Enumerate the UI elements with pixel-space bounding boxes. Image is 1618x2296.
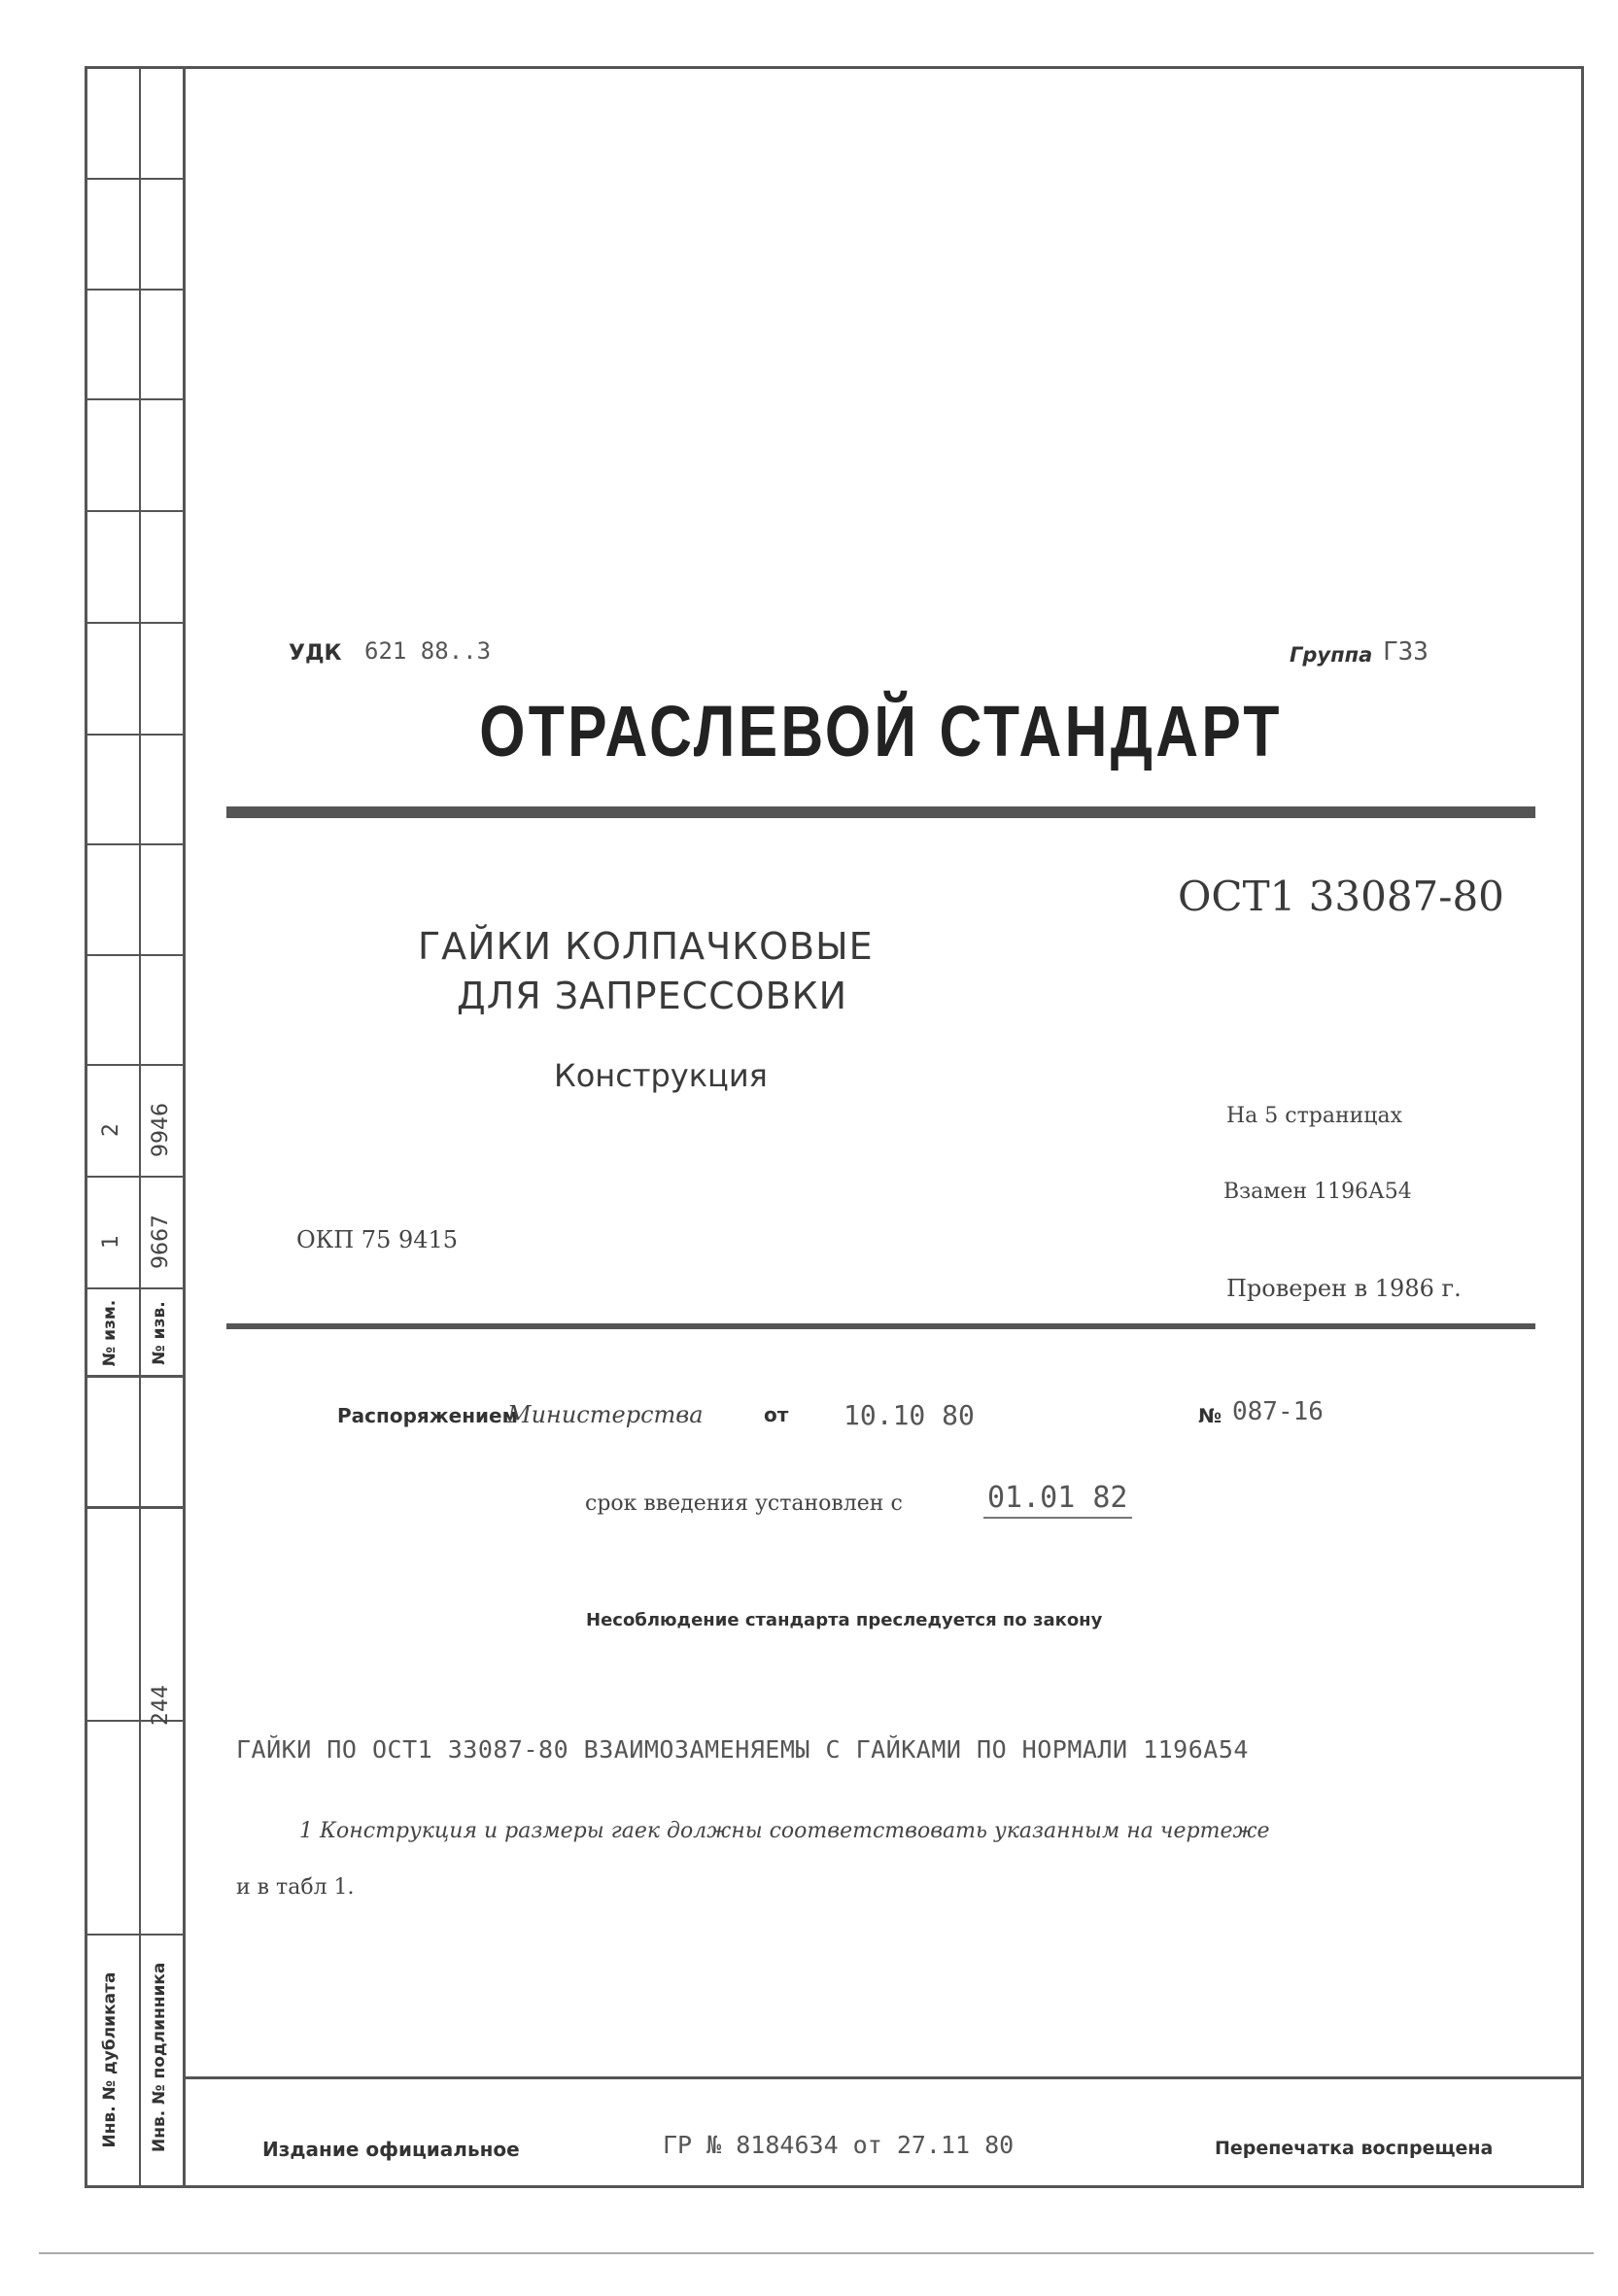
sidebar-notice-label: № изв. — [150, 1301, 169, 1365]
order-label: Распоряжением — [337, 1404, 518, 1427]
footer-reprint: Перепечатка воспрещена — [1215, 2138, 1494, 2159]
page-count: На 5 страницах — [1226, 1104, 1402, 1128]
sidebar-notice-2: 9946 — [149, 1103, 173, 1157]
paragraph-1-line1: 1 Конструкция и размеры гаек должны соответствовать указанным на чертеже — [299, 1819, 1270, 1843]
replaces-note: Взамен 1196А54 — [1223, 1180, 1412, 1204]
sidebar-changes-label: № изм. — [100, 1299, 120, 1367]
scan-edge-line — [39, 2252, 1594, 2254]
info-divider — [226, 1323, 1535, 1329]
group-value: Г33 — [1383, 637, 1429, 667]
sidebar-cell-line — [85, 734, 186, 736]
sidebar-divider-1 — [139, 66, 141, 2188]
sidebar-divider-2 — [183, 66, 186, 2188]
main-title: ОТРАСЛЕВОЙ СТАНДАРТ — [479, 691, 1283, 771]
sidebar-cell-line — [85, 398, 186, 400]
sidebar-cell-line — [85, 178, 186, 180]
sidebar-cell-line — [85, 289, 186, 291]
sidebar-duplicate-label: Инв. № дубликата — [100, 1971, 120, 2148]
order-date: 10.10 80 — [843, 1399, 975, 1431]
sidebar-notice-1: 9667 — [149, 1215, 173, 1269]
standard-title-line1: ГАЙКИ КОЛПАЧКОВЫЕ — [418, 925, 874, 968]
standard-number: ОСТ1 33087-80 — [1178, 873, 1504, 920]
footer-divider — [186, 2076, 1584, 2079]
sidebar-lower-mid-line — [85, 1934, 186, 1936]
footer-registration: ГР № 8184634 от 27.11 80 — [663, 2131, 1015, 2159]
sidebar-original-value: 244 — [149, 1685, 173, 1726]
udk-value: 621 88..3 — [364, 637, 492, 665]
effective-date: 01.01 82 — [983, 1481, 1132, 1519]
order-num-label: № — [1198, 1404, 1222, 1427]
law-notice: Несоблюдение стандарта преследуется по закону — [586, 1610, 1103, 1630]
sidebar-original-label: Инв. № подлинника — [150, 1962, 169, 2152]
effective-date-text: срок введения установлен с — [585, 1491, 903, 1516]
sidebar-cell-line — [85, 954, 186, 956]
checked-note: Проверен в 1986 г. — [1226, 1275, 1462, 1302]
footer-edition: Издание официальное — [262, 2138, 520, 2161]
standard-subtitle: Конструкция — [554, 1057, 768, 1094]
sidebar-cell-line — [85, 622, 186, 624]
standard-title-line2: ДЛЯ ЗАПРЕССОВКИ — [457, 975, 848, 1017]
sidebar-cell-line — [85, 1064, 186, 1066]
header-divider — [226, 806, 1535, 818]
sidebar-changes-2: 2 — [99, 1123, 123, 1137]
order-date-label: от — [764, 1403, 789, 1426]
interchange-statement: ГАЙКИ ПО ОСТ1 33087-80 ВЗАИМОЗАМЕНЯЕМЫ С ГАЙКАМИ ПО НОРМАЛИ 1196А54 — [236, 1735, 1249, 1764]
order-authority: Министерства — [507, 1401, 704, 1428]
okp-code: ОКП 75 9415 — [296, 1226, 459, 1253]
sidebar-cell-line — [85, 1176, 186, 1178]
udk-label: УДК — [289, 641, 342, 666]
order-num: 087-16 — [1232, 1397, 1324, 1426]
sidebar-changes-1: 1 — [99, 1235, 123, 1249]
group-label: Группа — [1290, 643, 1373, 667]
sidebar-cell-line — [85, 510, 186, 512]
paragraph-1-line2: и в табл 1. — [236, 1875, 355, 1900]
sidebar-lower-top-line — [85, 1506, 186, 1509]
sidebar-cell-line — [85, 843, 186, 845]
